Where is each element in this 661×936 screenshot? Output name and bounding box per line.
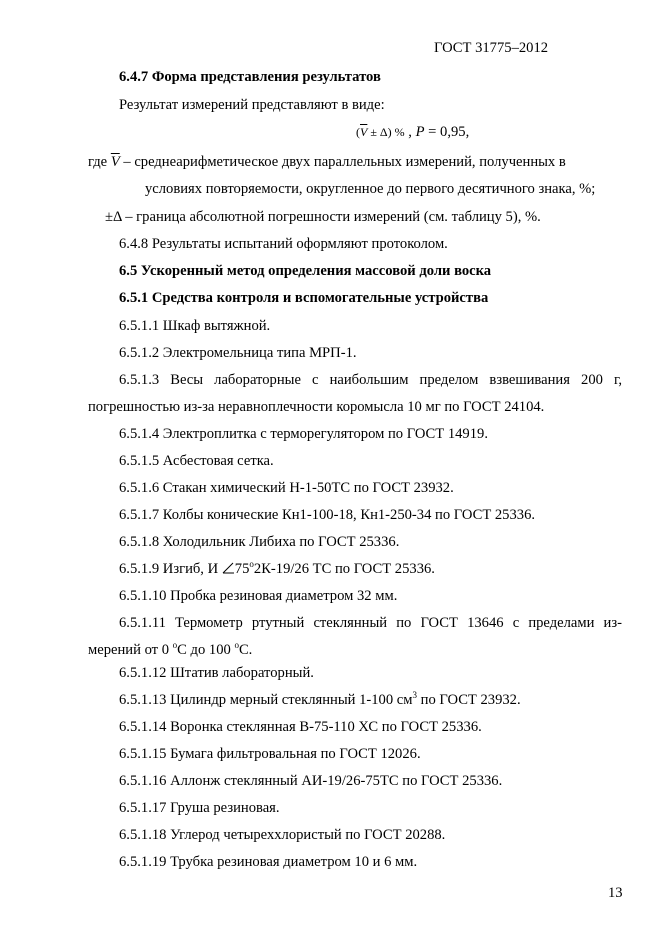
item-6-5-1-9-degrees: 75 — [234, 561, 250, 577]
where-v-line — [88, 153, 566, 171]
formula-p: P — [415, 124, 425, 140]
formula-p-value: = 0,95, — [424, 124, 470, 140]
where-prefix: где — [88, 154, 111, 170]
item-6-5-1-5: 6.5.1.5 Асбестовая сетка. — [119, 453, 274, 469]
where-delta-def: ±Δ – граница абсолютной погрешности измерений (см. таблицу 5), %. — [105, 209, 541, 225]
item-6-5-1-2: 6.5.1.2 Электромельница типа МРП-1. — [119, 345, 357, 361]
item-6-5-1-9 — [119, 560, 435, 579]
cubic-superscript: 3 — [412, 690, 417, 700]
item-6-5-1-11-text-b: С до 100 — [177, 642, 235, 658]
item-6-5-1-10: 6.5.1.10 Пробка резиновая диаметром 32 мм. — [119, 588, 398, 604]
paragraph-648: 6.4.8 Результаты испытаний оформляют протоколом. — [119, 236, 448, 252]
item-6-5-1-8: 6.5.1.8 Холодильник Либиха по ГОСТ 25336. — [119, 534, 400, 550]
formula-comma: , — [404, 124, 416, 140]
item-6-5-1-3-line-1: 6.5.1.3 Весы лабораторные с наибольшим пределом взвешивания 200 г, — [119, 372, 622, 388]
item-6-5-1-15: 6.5.1.15 Бумага фильтровальная по ГОСТ 12026. — [119, 746, 421, 762]
angle-icon — [222, 561, 235, 574]
item-6-5-1-9-prefix: 6.5.1.9 Изгиб, И — [119, 561, 222, 577]
where-v-def-2: условиях повторяемости, округленное до первого десятичного знака, %; — [145, 181, 596, 197]
formula-v: $\overline{V}$ — [360, 125, 368, 139]
result-formula: $(\overline{V} \pm \Delta)$ % , P = 0,95, — [356, 124, 470, 140]
item-6-5-1-6: 6.5.1.6 Стакан химический Н-1-50ТС по ГОСТ 23932. — [119, 480, 454, 496]
item-6-5-1-11-line-2 — [88, 641, 252, 660]
item-6-5-1-16: 6.5.1.16 Аллонж стеклянный АИ-19/26-75ТС по ГОСТ 25336. — [119, 773, 503, 789]
section-651-heading: 6.5.1 Средства контроля и вспомогательные устройства — [119, 290, 489, 306]
item-6-5-1-3-line-2: погрешностью из-за неравноплечности коромысла 10 мг по ГОСТ 24104. — [88, 399, 545, 415]
where-v-def-1: – среднеарифметическое двух параллельных измерений, полученных в — [119, 154, 566, 170]
document-header: ГОСТ 31775–2012 — [434, 40, 549, 56]
item-6-5-1-4: 6.5.1.4 Электроплитка с терморегулятором по ГОСТ 14919. — [119, 426, 488, 442]
item-6-5-1-11-line-1: 6.5.1.11 Термометр ртутный стеклянный по ГОСТ 13646 с пределами из- — [119, 615, 622, 631]
item-6-5-1-9-suffix: 2К-19/26 ТС по ГОСТ 25336. — [253, 561, 435, 577]
where-v: $\overline{V}$ — [110, 154, 120, 170]
degree-sign: o — [172, 640, 178, 650]
item-6-5-1-13-text-b: по ГОСТ 23932. — [417, 692, 521, 708]
item-6-5-1-14: 6.5.1.14 Воронка стеклянная В-75-110 ХС по ГОСТ 25336. — [119, 719, 482, 735]
formula-pm: ± Δ) % — [367, 125, 405, 139]
item-6-5-1-9-degree-sign: o — [249, 559, 254, 569]
item-6-5-1-13 — [119, 691, 521, 710]
degree-sign: o — [234, 640, 239, 650]
item-6-5-1-11-text-c: С. — [238, 642, 253, 658]
item-6-5-1-12: 6.5.1.12 Штатив лабораторный. — [119, 665, 314, 681]
item-6-5-1-1: 6.5.1.1 Шкаф вытяжной. — [119, 318, 271, 334]
item-6-5-1-7: 6.5.1.7 Колбы конические Кн1-100-18, Кн1-250-34 по ГОСТ 25336. — [119, 507, 536, 523]
item-6-5-1-13-text-a: 6.5.1.13 Цилиндр мерный стеклянный 1-100 см — [119, 692, 413, 708]
section-65-heading: 6.5 Ускоренный метод определения массовой доли воска — [119, 263, 492, 279]
item-6-5-1-11-text-a: мерений от 0 — [88, 642, 173, 658]
section-647-heading: 6.4.7 Форма представления результатов — [119, 69, 381, 85]
section-647-intro: Результат измерений представляют в виде: — [119, 97, 385, 113]
item-6-5-1-17: 6.5.1.17 Груша резиновая. — [119, 800, 280, 816]
item-6-5-1-19: 6.5.1.19 Трубка резиновая диаметром 10 и 6 мм. — [119, 854, 418, 870]
item-6-5-1-18: 6.5.1.18 Углерод четыреххлористый по ГОСТ 20288. — [119, 827, 446, 843]
page-number: 13 — [608, 885, 623, 901]
